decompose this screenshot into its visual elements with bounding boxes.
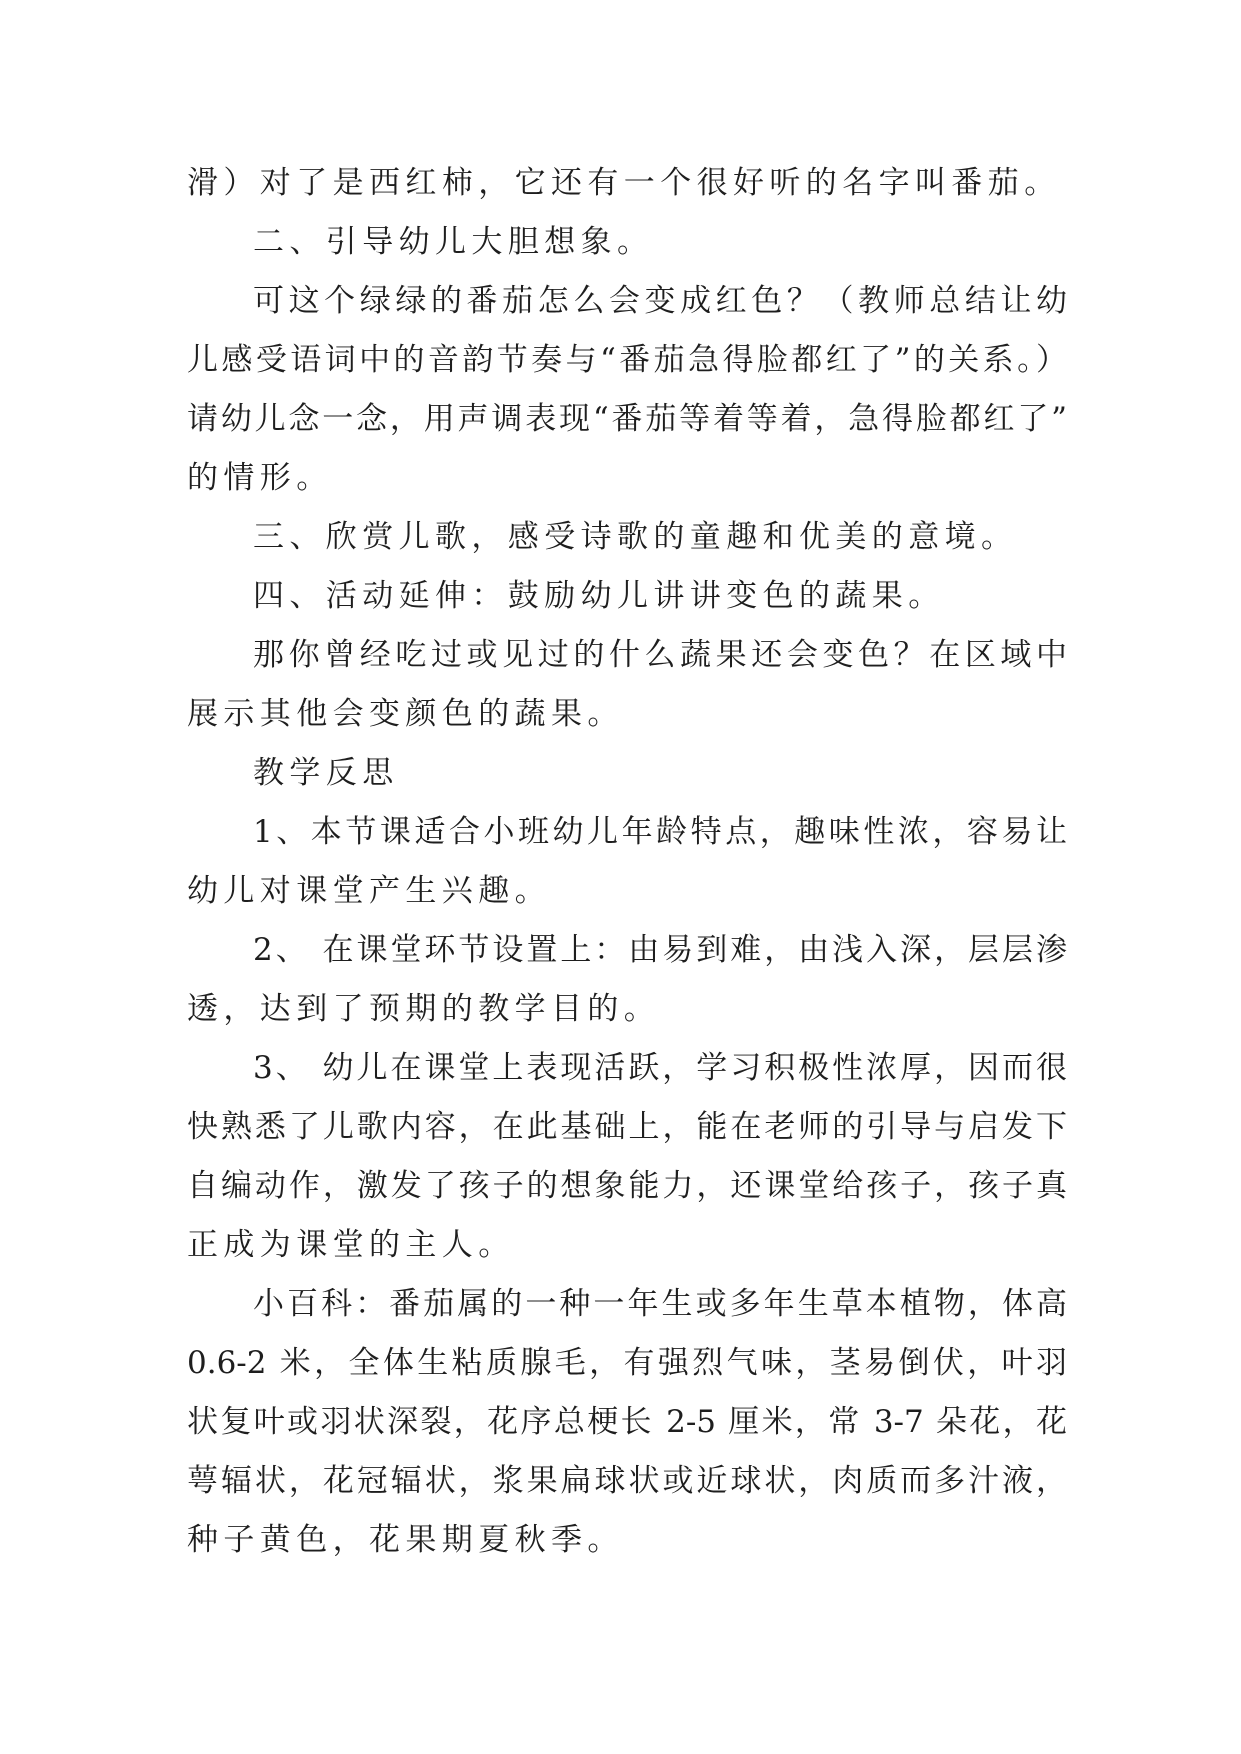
list-item-line: 透，达到了预期的教学目的。 [187,991,661,1027]
section-heading: 四、活动延伸：鼓励幼儿讲讲变色的蔬果。 [253,578,945,614]
section-heading: 教学反思 [253,755,399,791]
paragraph-line: 可这个绿绿的番茄怎么会变成红色？（教师总结让幼 [253,283,1067,319]
paragraph-line: 状复叶或羽状深裂，花序总梗长 2-5 厘米，常 3-7 朵花，花 [187,1404,1067,1440]
paragraph-line: 种子黄色，花果期夏秋季。 [187,1522,624,1558]
paragraph-line: 展示其他会变颜色的蔬果。 [187,696,624,732]
paragraph-line: 儿感受语词中的音韵节奏与“番茄急得脸都红了”的关系。） [187,342,1067,378]
list-item-line: 快熟悉了儿歌内容，在此基础上，能在老师的引导与启发下 [187,1109,1067,1145]
list-item-line: 自编动作，激发了孩子的想象能力，还课堂给孩子，孩子真 [187,1168,1067,1204]
list-item-line: 1、本节课适合小班幼儿年龄特点，趣味性浓，容易让 [253,814,1067,850]
document-body [187,154,1067,1570]
paragraph-line: 那你曾经吃过或见过的什么蔬果还会变色？在区域中 [253,637,1067,673]
paragraph-line: 请幼儿念一念，用声调表现“番茄等着等着，急得脸都红了” [187,401,1067,437]
list-item-line: 3、 幼儿在课堂上表现活跃，学习积极性浓厚，因而很 [253,1050,1067,1086]
list-item-line: 正成为课堂的主人。 [187,1227,515,1263]
paragraph-line: 0.6-2 米，全体生粘质腺毛，有强烈气味，茎易倒伏，叶羽 [187,1345,1067,1381]
paragraph-line: 小百科：番茄属的一种一年生或多年生草本植物，体高 [253,1286,1067,1322]
paragraph-line: 萼辐状，花冠辐状，浆果扁球状或近球状，肉质而多汁液， [187,1463,1067,1499]
list-item-line: 2、 在课堂环节设置上：由易到难，由浅入深，层层渗 [253,932,1067,968]
section-heading: 二、引导幼儿大胆想象。 [253,224,654,260]
section-heading: 三、欣赏儿歌，感受诗歌的童趣和优美的意境。 [253,519,1018,555]
list-item-line: 幼儿对课堂产生兴趣。 [187,873,551,909]
text-line: 滑）对了是西红柿，它还有一个很好听的名字叫番茄。 [187,165,1061,201]
paragraph-line: 的情形。 [187,460,333,496]
